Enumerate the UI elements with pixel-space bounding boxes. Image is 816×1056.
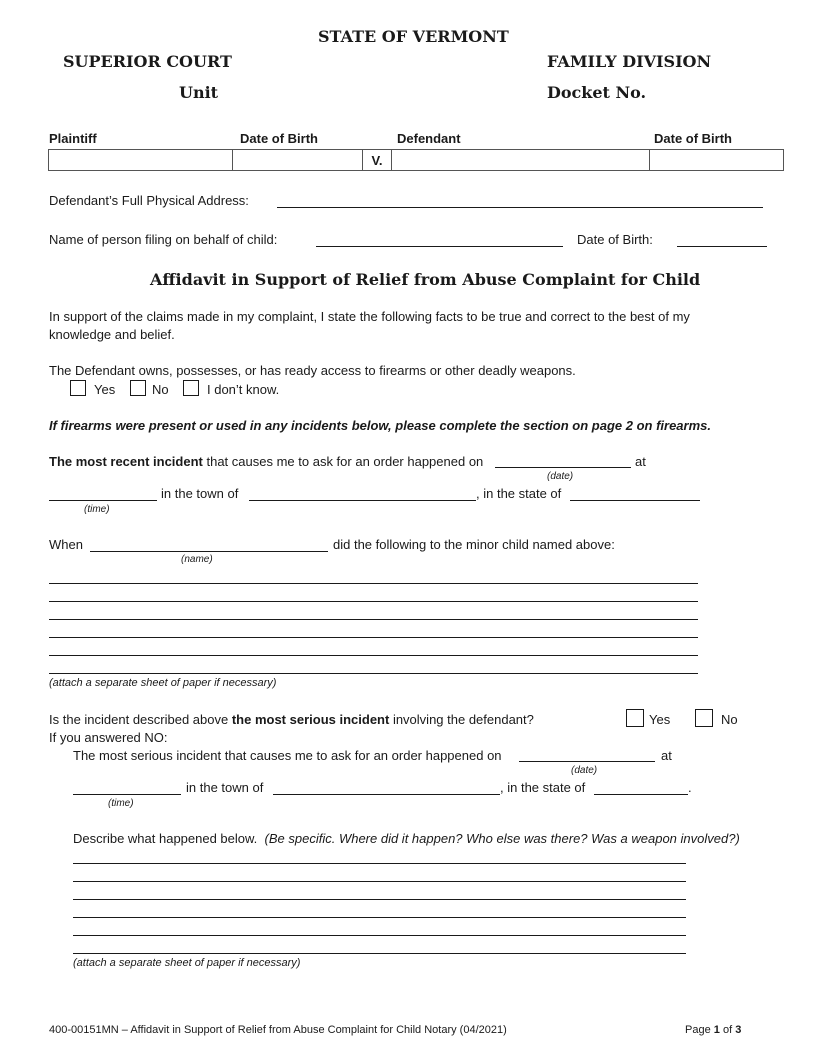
serious-date-hint: (date) [571,765,598,776]
serious-no-label: No [721,712,738,727]
address-label: Defendant’s Full Physical Address: [49,193,249,208]
serious-description-line[interactable] [73,917,686,918]
state-heading: STATE OF VERMONT [318,27,509,46]
serious-date-field[interactable] [519,761,655,762]
serious-state-field[interactable] [594,794,688,795]
recent-description-line[interactable] [49,619,698,620]
parties-table [48,149,784,171]
if-no-label: If you answered NO: [49,730,168,745]
docket-label: Docket No. [547,83,647,102]
recent-attach-note: (attach a separate sheet of paper if necessary) [49,677,277,689]
firearms-no-checkbox[interactable] [130,380,146,396]
defendant-label: Defendant [397,131,461,146]
plaintiff-field[interactable] [49,150,233,171]
recent-incident-bold: The most recent incident [49,454,203,469]
address-field[interactable] [277,207,763,208]
describe-hint: (Be specific. Where did it happen? Who else was there? Was a weapon involved?) [264,831,740,846]
firearms-yes-checkbox[interactable] [70,380,86,396]
describe-label: Describe what happened below. [73,831,258,846]
firearms-no-label: No [152,382,169,397]
serious-yes-label: Yes [649,712,671,727]
recent-time-hint: (time) [84,504,110,515]
defendant-field[interactable] [392,150,650,171]
footer-page-current: 1 [713,1024,720,1036]
filer-name-field[interactable] [316,246,563,247]
serious-town-label: in the town of [186,780,264,795]
plaintiff-dob-field[interactable] [233,150,363,171]
recent-state-label: , in the state of [476,486,562,501]
recent-description-line[interactable] [49,655,698,656]
footer-page-total: 3 [735,1024,742,1036]
serious-question-post: involving the defendant? [389,712,534,727]
serious-description-line[interactable] [73,863,686,864]
defendant-dob-label: Date of Birth [654,131,732,146]
recent-incident-line [49,454,483,469]
recent-date-field[interactable] [495,467,631,468]
recent-town-field[interactable] [249,500,476,501]
serious-question-bold: the most serious incident [231,712,390,727]
firearms-unknown-label: I don’t know. [207,382,280,397]
did-following-label: did the following to the minor child named above: [333,537,615,552]
name-hint: (name) [181,554,213,565]
intro-line-1: In support of the claims made in my complaint, I state the following facts to be true and correct to the best of my [49,309,690,324]
filer-label: Name of person filing on behalf of child: [49,232,278,247]
footer-of-word: of [722,1024,733,1036]
plaintiff-label: Plaintiff [49,131,97,146]
serious-at-label: at [661,748,672,763]
serious-incident-line: The most serious incident that causes me to ask for an order happened on [73,748,502,763]
serious-period: . [688,780,692,795]
document-title: Affidavit in Support of Relief from Abuse Complaint for Child [150,270,701,289]
serious-time-hint: (time) [108,798,134,809]
versus-cell: V. [363,150,392,171]
recent-date-hint: (date) [547,471,574,482]
serious-no-checkbox[interactable] [695,709,713,727]
recent-state-field[interactable] [570,500,700,501]
when-name-field[interactable] [90,551,328,552]
firearms-question: The Defendant owns, possesses, or has ready access to firearms or other deadly weapons. [49,363,576,378]
footer-page-number [685,1024,741,1036]
plaintiff-dob-label: Date of Birth [240,131,318,146]
serious-description-line[interactable] [73,899,686,900]
serious-attach-note: (attach a separate sheet of paper if necessary) [73,957,301,969]
unit-label: Unit [179,83,219,102]
serious-state-label: , in the state of [500,780,586,795]
recent-description-line[interactable] [49,673,698,674]
when-label: When [49,537,83,552]
recent-incident-rest: that causes me to ask for an order happened on [202,454,484,469]
filer-dob-label: Date of Birth: [577,232,653,247]
filer-dob-field[interactable] [677,246,767,247]
serious-town-field[interactable] [273,794,500,795]
recent-at-label: at [635,454,646,469]
describe-line [73,831,740,846]
serious-time-field[interactable] [73,794,181,795]
recent-town-label: in the town of [161,486,239,501]
serious-question-pre: Is the incident described above [49,712,232,727]
recent-description-line[interactable] [49,601,698,602]
footer-page-word: Page [685,1024,711,1036]
intro-line-2: knowledge and belief. [49,327,175,342]
recent-description-line[interactable] [49,583,698,584]
recent-description-line[interactable] [49,637,698,638]
serious-question [49,712,534,727]
serious-description-line[interactable] [73,881,686,882]
serious-description-line[interactable] [73,953,686,954]
defendant-dob-field[interactable] [650,150,784,171]
serious-yes-checkbox[interactable] [626,709,644,727]
firearms-unknown-checkbox[interactable] [183,380,199,396]
division-heading: FAMILY DIVISION [547,52,712,71]
serious-description-line[interactable] [73,935,686,936]
court-heading: SUPERIOR COURT [63,52,232,71]
firearms-note: If firearms were present or used in any incidents below, please complete the section on page 2 on firearms. [49,418,711,433]
footer-form-id: 400-00151MN – Affidavit in Support of Relief from Abuse Complaint for Child Notary (04/2021) [49,1024,507,1036]
recent-time-field[interactable] [49,500,157,501]
firearms-yes-label: Yes [94,382,116,397]
